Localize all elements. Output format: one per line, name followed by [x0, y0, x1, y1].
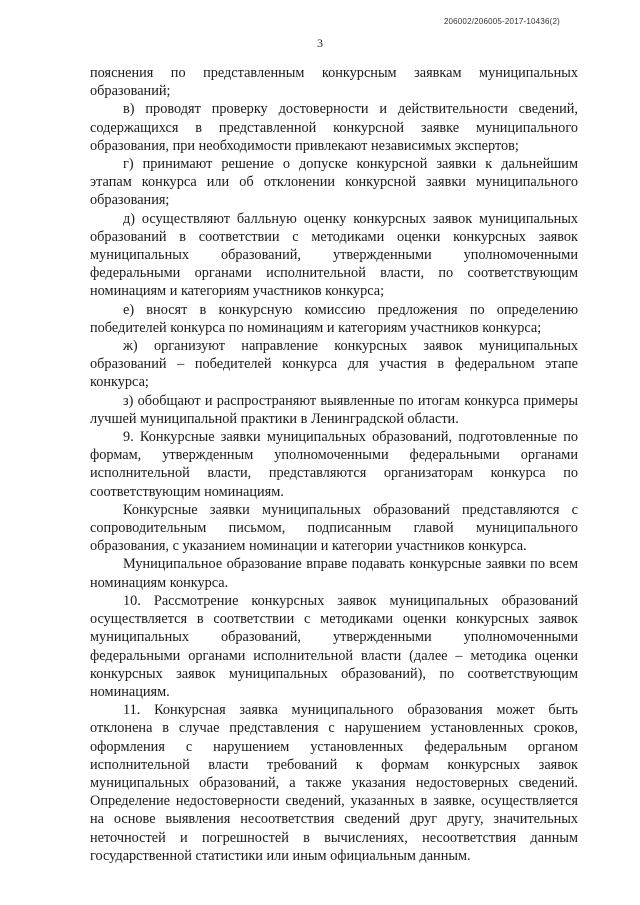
document-body	[90, 64, 578, 865]
paragraph-item-g: г) принимают решение о допуске конкурсной заявки к дальнейшим этапам конкурса или об отклонении конкурсной заявки муниципального образования;	[90, 156, 578, 209]
paragraph-continuation: пояснения по представленным конкурсным заявкам муниципальных образований;	[90, 65, 578, 100]
page-number: 3	[317, 36, 323, 50]
paragraph-section-10: 10. Рассмотрение конкурсных заявок муниципальных образований осуществляется в соответствии с методиками оценки конкурсных заявок муниципальных образований, утвержденными уполномоченными федеральными органами исполнительной власти (далее – методика оценки конкурсных заявок муниципальных образований), по соответствующим номинациям.	[90, 592, 578, 700]
paragraph-item-zh: ж) организуют направление конкурсных заявок муниципальных образований – победителей конкурса для участия в федеральном этапе конкурса;	[90, 338, 578, 391]
paragraph-section-9-cont-1: Конкурсные заявки муниципальных образований представляются с сопроводительным письмом, подписанным главой муниципального образования, с указанием номинации и категории участников конкурса.	[90, 501, 578, 555]
paragraph-item-e: е) вносят в конкурсную комиссию предложения по определению победителей конкурса по номинациям и категориям участников конкурса;	[90, 301, 578, 336]
paragraph-section-11: 11. Конкурсная заявка муниципального образования может быть отклонена в случае представления с нарушением установленных сроков, оформления с нарушением установленных федеральным органом исполнительной власти требований к формам конкурсных заявок муниципальных образований, а также указания недостоверных сведений. Определение недостоверности сведений, указанных в заявке, осуществляется на основе выявления несоответствия сведений друг другу, значительных неточностей и погрешностей в вычислениях, несоответствия данным государственной статистики или иным официальным данным.	[90, 702, 578, 864]
paragraph-item-z: з) обобщают и распространяют выявленные по итогам конкурса примеры лучшей муниципальной практики в Ленинградской области.	[90, 392, 578, 427]
paragraph-item-d: д) осуществляют балльную оценку конкурсных заявок муниципальных образований в соответствии с методиками оценки конкурсных заявок муниципальных образований, утвержденными уполномоченными федеральными органами исполнительной власти, по соответствующим номинациям и категориям участников конкурса;	[90, 210, 578, 300]
document-id: 206002/206005-2017-10436(2)	[443, 17, 560, 26]
paragraph-section-9-cont-2: Муниципальное образование вправе подавать конкурсные заявки по всем номинациям конкурса.	[90, 556, 578, 591]
paragraph-item-v: в) проводят проверку достоверности и действительности сведений, содержащихся в представленной конкурсной заявке муниципального образования, при необходимости привлекают независимых экспертов;	[90, 101, 578, 154]
paragraph-section-9: 9. Конкурсные заявки муниципальных образований, подготовленные по формам, утвержденным уполномоченными федеральными органами исполнительной власти, представляются организаторам конкурса по соответствующим номинациям.	[90, 429, 578, 500]
